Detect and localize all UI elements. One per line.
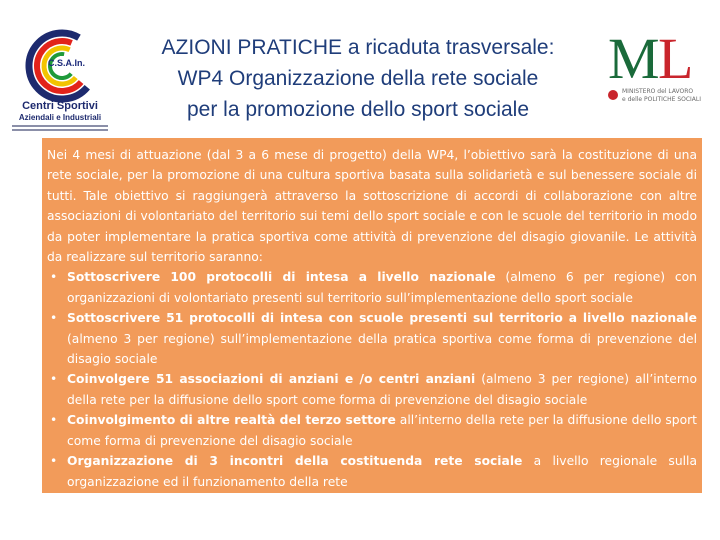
bullet-icon: •	[50, 311, 58, 326]
item-text: (almeno 3 per regione) all’interno della rete per la diffusione dello sport come forma di prevenzione del disagio sociale	[67, 372, 697, 407]
svg-text:L: L	[658, 28, 694, 84]
csain-logo	[10, 28, 110, 128]
item-text: a livello regionale sulla organizzazione ed il funzionamento della rete	[67, 454, 698, 489]
ministero-lavoro-logo-icon	[608, 28, 698, 84]
list-item	[47, 369, 697, 410]
bullet-icon: •	[50, 454, 58, 469]
item-bold-text: Sottoscrivere 100 protocolli di intesa a livello nazionale	[67, 270, 496, 285]
item-bold-text: Sottoscrivere 51 protocolli di intesa con scuole presenti sul territorio a livello nazionale	[67, 311, 697, 326]
content-box	[42, 138, 702, 493]
csain-fine-print	[12, 123, 108, 133]
title-line-1: AZIONI PRATICHE a ricaduta trasversale:	[161, 36, 555, 59]
item-text: (almeno 3 per regione) sull’implementazione della pratica sportiva come forma di prevenzione del disagio sociale	[67, 331, 697, 367]
title-line-3: per la promozione dello sport sociale	[186, 98, 530, 121]
item-bold-text: Coinvolgere 51 associazioni di anziani e /o centri anziani	[67, 372, 476, 387]
bullet-icon: •	[50, 413, 58, 428]
intro-paragraph: Nei 4 mesi di attuazione (dal 3 a 6 mese di progetto) della WP4, l’obiettivo sarà la costituzione di una rete sociale, per la promozione di una cultura sportiva basata sulla solidarietà e sul benessere sociale di tutti. Tale obiettivo si raggiungerà attraverso la sottoscrizione di accordi di collaborazione con altre associazioni di volontariato del territorio sui temi dello sport sociale e con le scuole del territorio in modo da poter implementare la pratica sportiva come attività di prevenzione del disagio giovanile. Le attività da realizzare sul territorio saranno:	[47, 148, 697, 265]
bullet-icon: •	[50, 270, 58, 285]
list-item	[47, 451, 697, 492]
list-item	[47, 308, 697, 369]
item-bold-text: Coinvolgimento di altre realtà del terzo settore	[67, 413, 396, 428]
bullet-icon: •	[50, 372, 58, 387]
activity-list	[47, 267, 697, 491]
list-item	[47, 267, 697, 308]
page-title	[118, 32, 598, 125]
list-item	[47, 410, 697, 451]
csain-ring-text: C.S.A.In.	[48, 58, 86, 68]
item-text: (almeno 6 per regione) con organizzazioni di volontariato presenti sul territorio sull’implementazione dello sport sociale	[67, 270, 697, 305]
title-line-2: WP4 Organizzazione della rete sociale	[177, 67, 539, 90]
ministero-logo	[606, 28, 702, 108]
svg-text:M: M	[608, 28, 660, 84]
csain-subname: Aziendali e Industriali	[18, 113, 102, 122]
ministero-label-2: e delle POLITICHE SOCIALI	[622, 96, 702, 103]
republic-emblem-icon	[608, 90, 618, 100]
item-bold-text: Organizzazione di 3 incontri della costituenda rete sociale	[67, 454, 523, 469]
csain-name: Centri Sportivi	[22, 100, 98, 112]
ministero-label-1: MINISTERO del LAVORO	[622, 88, 694, 95]
item-text: all’interno della rete per la diffusione dello sport come forma di prevenzione del disagio sociale	[67, 413, 697, 448]
